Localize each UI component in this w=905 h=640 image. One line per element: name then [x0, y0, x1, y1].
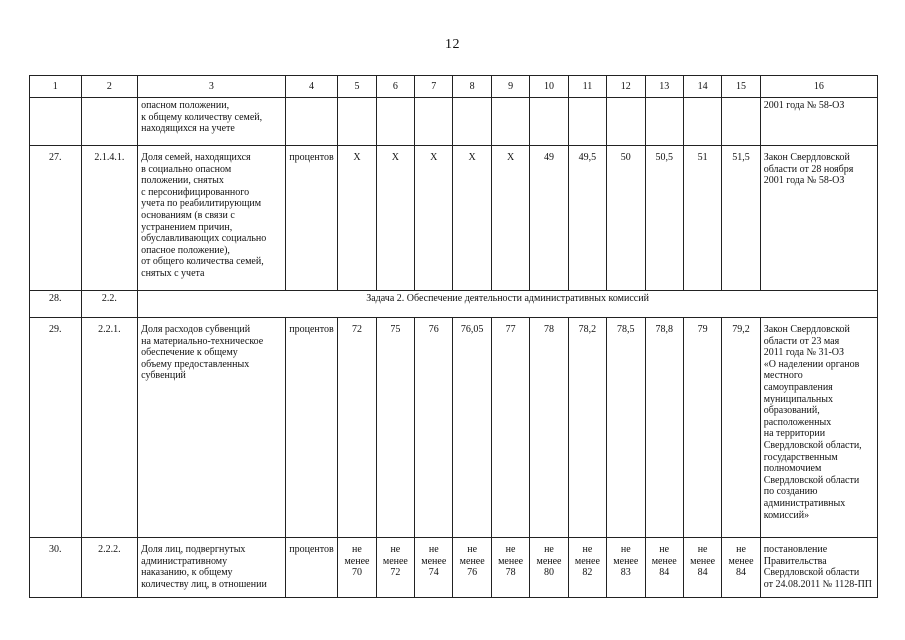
value-cell — [645, 538, 683, 598]
value-cell — [607, 538, 645, 598]
unit-cell: процентов — [285, 538, 338, 598]
law-cell: Закон Свердловской области от 28 ноября 2001 года № 58-ОЗ — [760, 146, 877, 291]
value-cell: Х — [453, 146, 491, 291]
row-code: 2.2. — [81, 291, 138, 318]
law-cell: 2001 года № 58-ОЗ — [760, 98, 877, 146]
min-prefix: не менее — [690, 544, 716, 567]
min-prefix: не менее — [459, 544, 485, 567]
min-value: 80 — [543, 567, 554, 579]
value-cell: Х — [338, 146, 376, 291]
row-code: 2.1.4.1. — [81, 146, 138, 291]
min-value: 84 — [659, 567, 670, 579]
value-cell: 75 — [376, 318, 414, 538]
value-cell — [683, 538, 721, 598]
table-row — [30, 538, 878, 598]
header-cell: 12 — [607, 76, 645, 98]
value-cell: 72 — [338, 318, 376, 538]
value-cell — [376, 538, 414, 598]
law-cell: постановление Правительства Свердловской области от 24.08.2011 № 1128-ПП — [760, 538, 877, 598]
table-row-continuation — [30, 98, 878, 146]
min-value: 70 — [351, 567, 362, 579]
header-cell: 15 — [722, 76, 760, 98]
indicator-cell: Доля лиц, подвергнутых административному наказанию, к общему количеству лиц, в отношении — [138, 538, 286, 598]
indicator-cell: Доля расходов субвенций на материально-техническое обеспечение к общему объему предоставленных субвенций — [138, 318, 286, 538]
value-cell: 49,5 — [568, 146, 606, 291]
header-cell: 1 — [30, 76, 82, 98]
header-cell: 10 — [530, 76, 568, 98]
value-cell — [453, 538, 491, 598]
header-cell: 4 — [285, 76, 338, 98]
value-cell: 78,5 — [607, 318, 645, 538]
value-cell: 51,5 — [722, 146, 760, 291]
table-row — [30, 146, 878, 291]
min-prefix: не менее — [728, 544, 754, 567]
value-cell: 50 — [607, 146, 645, 291]
value-cell: 79 — [683, 318, 721, 538]
value-cell: 49 — [530, 146, 568, 291]
min-value: 84 — [736, 567, 747, 579]
min-prefix: не менее — [613, 544, 639, 567]
header-cell: 14 — [683, 76, 721, 98]
value-cell — [491, 538, 529, 598]
min-value: 84 — [697, 567, 708, 579]
value-cell: 79,2 — [722, 318, 760, 538]
indicators-table — [29, 75, 878, 598]
value-cell: 51 — [683, 146, 721, 291]
value-cell: 76 — [415, 318, 453, 538]
header-cell: 9 — [491, 76, 529, 98]
min-value: 72 — [390, 567, 401, 579]
law-cell: Закон Свердловской области от 23 мая 2011 года № 31-ОЗ «О наделении органов местного самоуправления муниципальных образований, расположенных на территории Свердловской области, государственным полномочием Свердловской области по созданию административных комиссий» — [760, 318, 877, 538]
row-code: 2.2.2. — [81, 538, 138, 598]
header-row — [30, 76, 878, 98]
header-cell: 6 — [376, 76, 414, 98]
min-prefix: не менее — [651, 544, 677, 567]
header-cell: 2 — [81, 76, 138, 98]
row-number: 28. — [30, 291, 82, 318]
header-cell: 3 — [138, 76, 286, 98]
min-value: 82 — [582, 567, 593, 579]
table-row — [30, 318, 878, 538]
value-cell: 78 — [530, 318, 568, 538]
task-title: Задача 2. Обеспечение деятельности административных комиссий — [138, 291, 878, 318]
value-cell: 76,05 — [453, 318, 491, 538]
min-prefix: не менее — [421, 544, 447, 567]
indicator-cell: Доля семей, находящихся в социально опасном положении, снятых с персонифицированного учета по реабилитирующим основаниям (в связи с устранением причин, обуславливающих социально опасное положение), от общего количества семей, снятых с учета — [138, 146, 286, 291]
value-cell: Х — [415, 146, 453, 291]
min-prefix: не менее — [382, 544, 408, 567]
row-number: 29. — [30, 318, 82, 538]
value-cell — [568, 538, 606, 598]
value-cell: 78,8 — [645, 318, 683, 538]
value-cell: 50,5 — [645, 146, 683, 291]
min-prefix: не менее — [536, 544, 562, 567]
task-row — [30, 291, 878, 318]
row-number: 30. — [30, 538, 82, 598]
header-cell: 16 — [760, 76, 877, 98]
row-code: 2.2.1. — [81, 318, 138, 538]
indicator-cell: опасном положении, к общему количеству семей, находящихся на учете — [138, 98, 286, 146]
value-cell — [722, 538, 760, 598]
min-prefix: не менее — [498, 544, 524, 567]
min-value: 74 — [428, 567, 439, 579]
unit-cell: процентов — [285, 318, 338, 538]
value-cell — [338, 538, 376, 598]
value-cell: 78,2 — [568, 318, 606, 538]
value-cell — [415, 538, 453, 598]
min-value: 83 — [620, 567, 631, 579]
header-cell: 13 — [645, 76, 683, 98]
min-prefix: не менее — [344, 544, 370, 567]
row-number: 27. — [30, 146, 82, 291]
value-cell — [530, 538, 568, 598]
header-cell: 8 — [453, 76, 491, 98]
header-cell: 5 — [338, 76, 376, 98]
min-value: 76 — [467, 567, 478, 579]
min-value: 78 — [505, 567, 516, 579]
value-cell: Х — [376, 146, 414, 291]
value-cell: 77 — [491, 318, 529, 538]
min-prefix: не менее — [574, 544, 600, 567]
value-cell: Х — [491, 146, 529, 291]
header-cell: 11 — [568, 76, 606, 98]
page-number: 12 — [445, 37, 460, 52]
header-cell: 7 — [415, 76, 453, 98]
unit-cell: процентов — [285, 146, 338, 291]
